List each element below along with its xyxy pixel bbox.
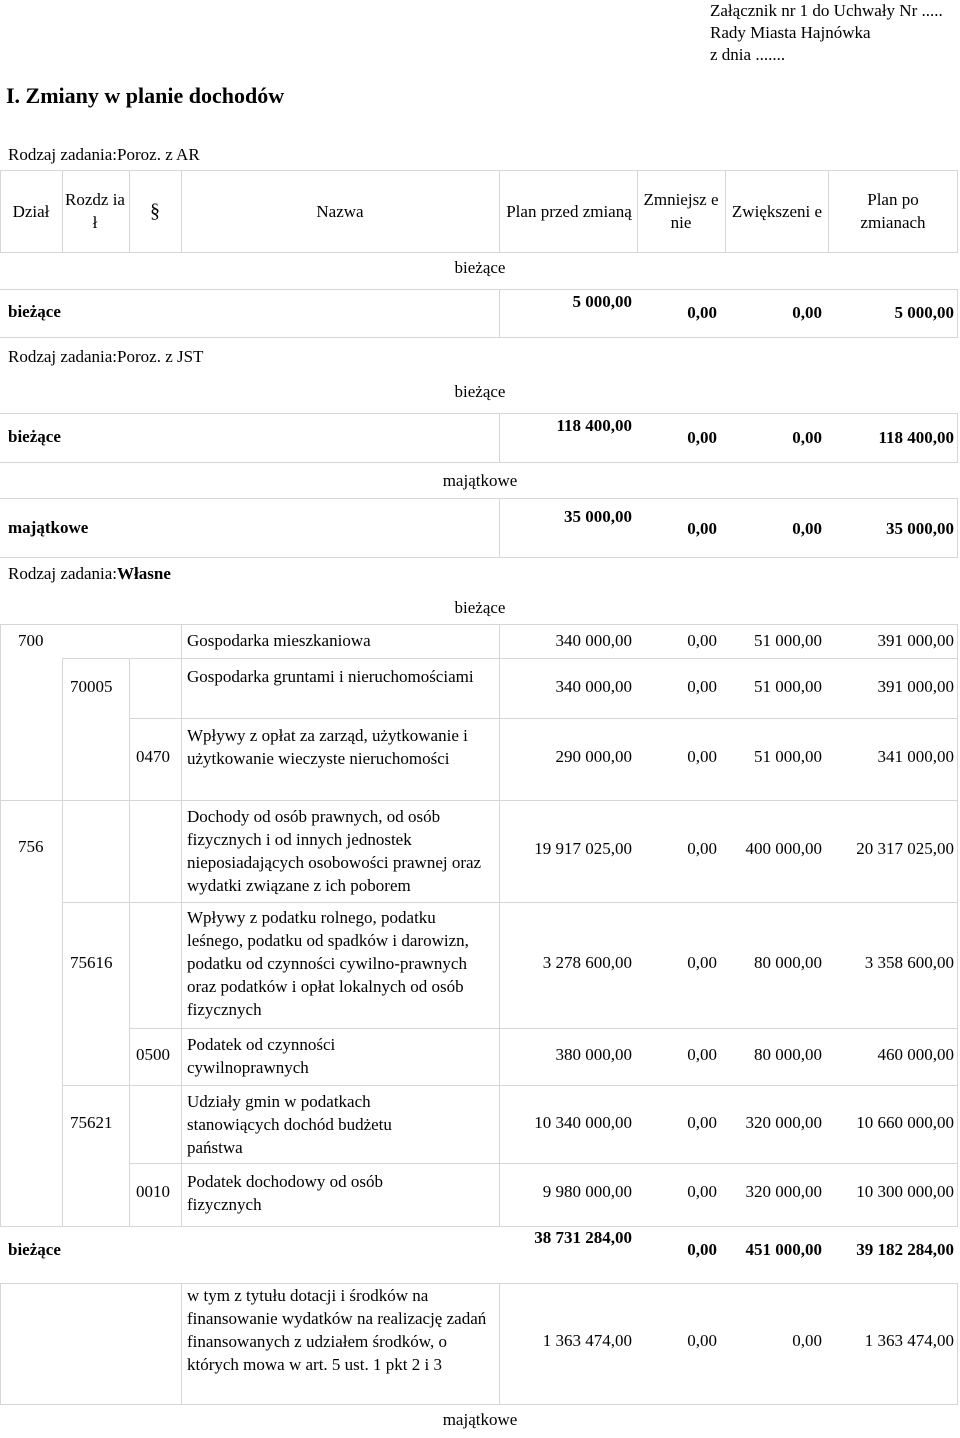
section-ar-sum-label: bieżące	[8, 302, 61, 321]
section-jst-heading	[8, 347, 203, 367]
header-zwiekszenie: Zwiększeni e	[731, 201, 823, 221]
section-jst-band-1: bieżące	[454, 382, 506, 401]
row-plan-po: 391 000,00	[877, 631, 954, 650]
section-jst-sum-1-zmniejszenie: 0,00	[687, 428, 717, 447]
header-dzial: Dział	[12, 201, 50, 221]
section-wlasne-value: Własne	[117, 564, 171, 583]
section-jst-band-2: majątkowe	[442, 471, 518, 490]
row-plan-przed: 3 278 600,00	[542, 953, 632, 972]
section-wlasne-sum-label: bieżące	[8, 1240, 61, 1259]
row-zmniejszenie: 0,00	[687, 839, 717, 858]
row-zwiekszenie: 80 000,00	[754, 953, 822, 972]
section-ar-sum-plan-po: 5 000,00	[894, 303, 954, 322]
section-jst-sum-2-plan-przed: 35 000,00	[564, 507, 632, 526]
row-nazwa: Dochody od osób prawnych, od osób fizycznych i od innych jednostek nieposiadających osobowości prawnej oraz wydatki związane z ich poborem	[187, 807, 482, 895]
header-plan-po: Plan po zmianach	[860, 190, 926, 232]
row-plan-po: 10 660 000,00	[856, 1113, 954, 1132]
attachment-note	[710, 0, 943, 66]
row-plan-przed: 9 980 000,00	[542, 1182, 632, 1201]
row-paragraf: 0500	[136, 1045, 170, 1064]
note-text: w tym z tytułu dotacji i środków na finansowanie wydatków na realizację zadań finansowanych z udziałem środków, o których mowa w art. 5 ust. 1 pkt 2 i 3	[187, 1286, 487, 1374]
row-plan-po: 3 358 600,00	[864, 953, 954, 972]
section-jst-sum-2-zwiekszenie: 0,00	[792, 519, 822, 538]
section-wlasne-sum-plan-po: 39 182 284,00	[856, 1240, 954, 1259]
section-ar-value: Poroz. z AR	[117, 145, 200, 164]
row-zwiekszenie: 320 000,00	[745, 1113, 822, 1132]
section-wlasne-sum-zwiekszenie: 451 000,00	[745, 1240, 822, 1259]
header-zmniejszenie: Zmniejsz enie	[643, 190, 719, 232]
row-zwiekszenie: 80 000,00	[754, 1045, 822, 1064]
note-plan-po: 1 363 474,00	[864, 1331, 954, 1350]
section-wlasne-sum-zmniejszenie: 0,00	[687, 1240, 717, 1259]
row-plan-przed: 340 000,00	[555, 677, 632, 696]
row-zmniejszenie: 0,00	[687, 1113, 717, 1132]
section-ar-sum-plan-przed: 5 000,00	[572, 292, 632, 311]
note-zmniejszenie: 0,00	[687, 1331, 717, 1350]
section-wlasne-heading	[8, 564, 171, 584]
row-rozdzial: 75616	[70, 953, 113, 972]
row-nazwa: Podatek dochodowy od osób fizycznych	[187, 1172, 383, 1214]
row-paragraf: 0010	[136, 1182, 170, 1201]
section-jst-sum-1-plan-po: 118 400,00	[878, 428, 954, 447]
section-jst-sum-2-plan-po: 35 000,00	[886, 519, 954, 538]
row-zmniejszenie: 0,00	[687, 631, 717, 650]
section-ar-sum-zmniejszenie: 0,00	[687, 303, 717, 322]
row-zwiekszenie: 51 000,00	[754, 747, 822, 766]
row-zmniejszenie: 0,00	[687, 1182, 717, 1201]
row-plan-po: 341 000,00	[877, 747, 954, 766]
section-ar-sum-zwiekszenie: 0,00	[792, 303, 822, 322]
section-wlasne-sum-plan-przed: 38 731 284,00	[534, 1228, 632, 1247]
header-nazwa: Nazwa	[316, 201, 364, 221]
row-plan-przed: 380 000,00	[555, 1045, 632, 1064]
row-plan-po: 391 000,00	[877, 677, 954, 696]
row-dzial: 700	[18, 631, 44, 650]
row-zwiekszenie: 51 000,00	[754, 631, 822, 650]
row-zmniejszenie: 0,00	[687, 677, 717, 696]
section-jst-sum-2-zmniejszenie: 0,00	[687, 519, 717, 538]
row-zwiekszenie: 400 000,00	[745, 839, 822, 858]
row-plan-po: 20 317 025,00	[856, 839, 954, 858]
section-ar-heading	[8, 145, 200, 165]
row-nazwa: Gospodarka gruntami i nieruchomościami	[187, 667, 474, 686]
row-nazwa: Wpływy z podatku rolnego, podatku leśnego, podatku od spadków i darowizn, podatku od czynności cywilno-prawnych oraz podatków i opłat lokalnych od osób fizycznych	[187, 908, 469, 1019]
section-wlasne-band-bottom: majątkowe	[442, 1410, 518, 1429]
row-rozdzial: 75621	[70, 1113, 113, 1132]
section-ar-band: bieżące	[454, 258, 506, 277]
row-plan-przed: 340 000,00	[555, 631, 632, 650]
row-plan-przed: 290 000,00	[555, 747, 632, 766]
row-plan-przed: 10 340 000,00	[534, 1113, 632, 1132]
row-nazwa: Wpływy z opłat za zarząd, użytkowanie i użytkowanie wieczyste nieruchomości	[187, 726, 468, 768]
row-nazwa: Udziały gmin w podatkach stanowiących dochód budżetu państwa	[187, 1092, 392, 1157]
row-nazwa: Podatek od czynności cywilnoprawnych	[187, 1035, 336, 1077]
row-rozdzial: 70005	[70, 677, 113, 696]
row-zwiekszenie: 320 000,00	[745, 1182, 822, 1201]
row-plan-po: 460 000,00	[877, 1045, 954, 1064]
section-wlasne-band: bieżące	[454, 598, 506, 617]
section-jst-value: Poroz. z JST	[117, 347, 204, 366]
attachment-line-1: Załącznik nr 1 do Uchwały Nr .....	[710, 1, 943, 20]
section-wlasne-label: Rodzaj zadania:	[8, 564, 118, 583]
note-zwiekszenie: 0,00	[792, 1331, 822, 1350]
row-zmniejszenie: 0,00	[687, 747, 717, 766]
attachment-line-3: z dnia .......	[710, 45, 786, 64]
note-plan-przed: 1 363 474,00	[542, 1331, 632, 1350]
attachment-line-2: Rady Miasta Hajnówka	[710, 23, 871, 42]
section-jst-sum-2-label: majątkowe	[8, 518, 89, 537]
row-plan-po: 10 300 000,00	[856, 1182, 954, 1201]
header-paragraf: §	[150, 199, 160, 222]
row-zmniejszenie: 0,00	[687, 1045, 717, 1064]
header-rozdzial: Rozdz iał	[65, 190, 125, 232]
header-plan-przed: Plan przed zmianą	[506, 201, 632, 221]
section-ar-label: Rodzaj zadania:	[8, 145, 118, 164]
section-jst-sum-1-label: bieżące	[8, 427, 61, 446]
section-jst-label: Rodzaj zadania:	[8, 347, 118, 366]
row-paragraf: 0470	[136, 747, 170, 766]
row-plan-przed: 19 917 025,00	[534, 839, 632, 858]
page-title: I. Zmiany w planie dochodów	[6, 83, 285, 108]
section-jst-sum-1-plan-przed: 118 400,00	[556, 416, 632, 435]
section-jst-sum-1-zwiekszenie: 0,00	[792, 428, 822, 447]
row-zmniejszenie: 0,00	[687, 953, 717, 972]
row-nazwa: Gospodarka mieszkaniowa	[187, 631, 371, 650]
row-zwiekszenie: 51 000,00	[754, 677, 822, 696]
row-dzial: 756	[18, 837, 44, 856]
